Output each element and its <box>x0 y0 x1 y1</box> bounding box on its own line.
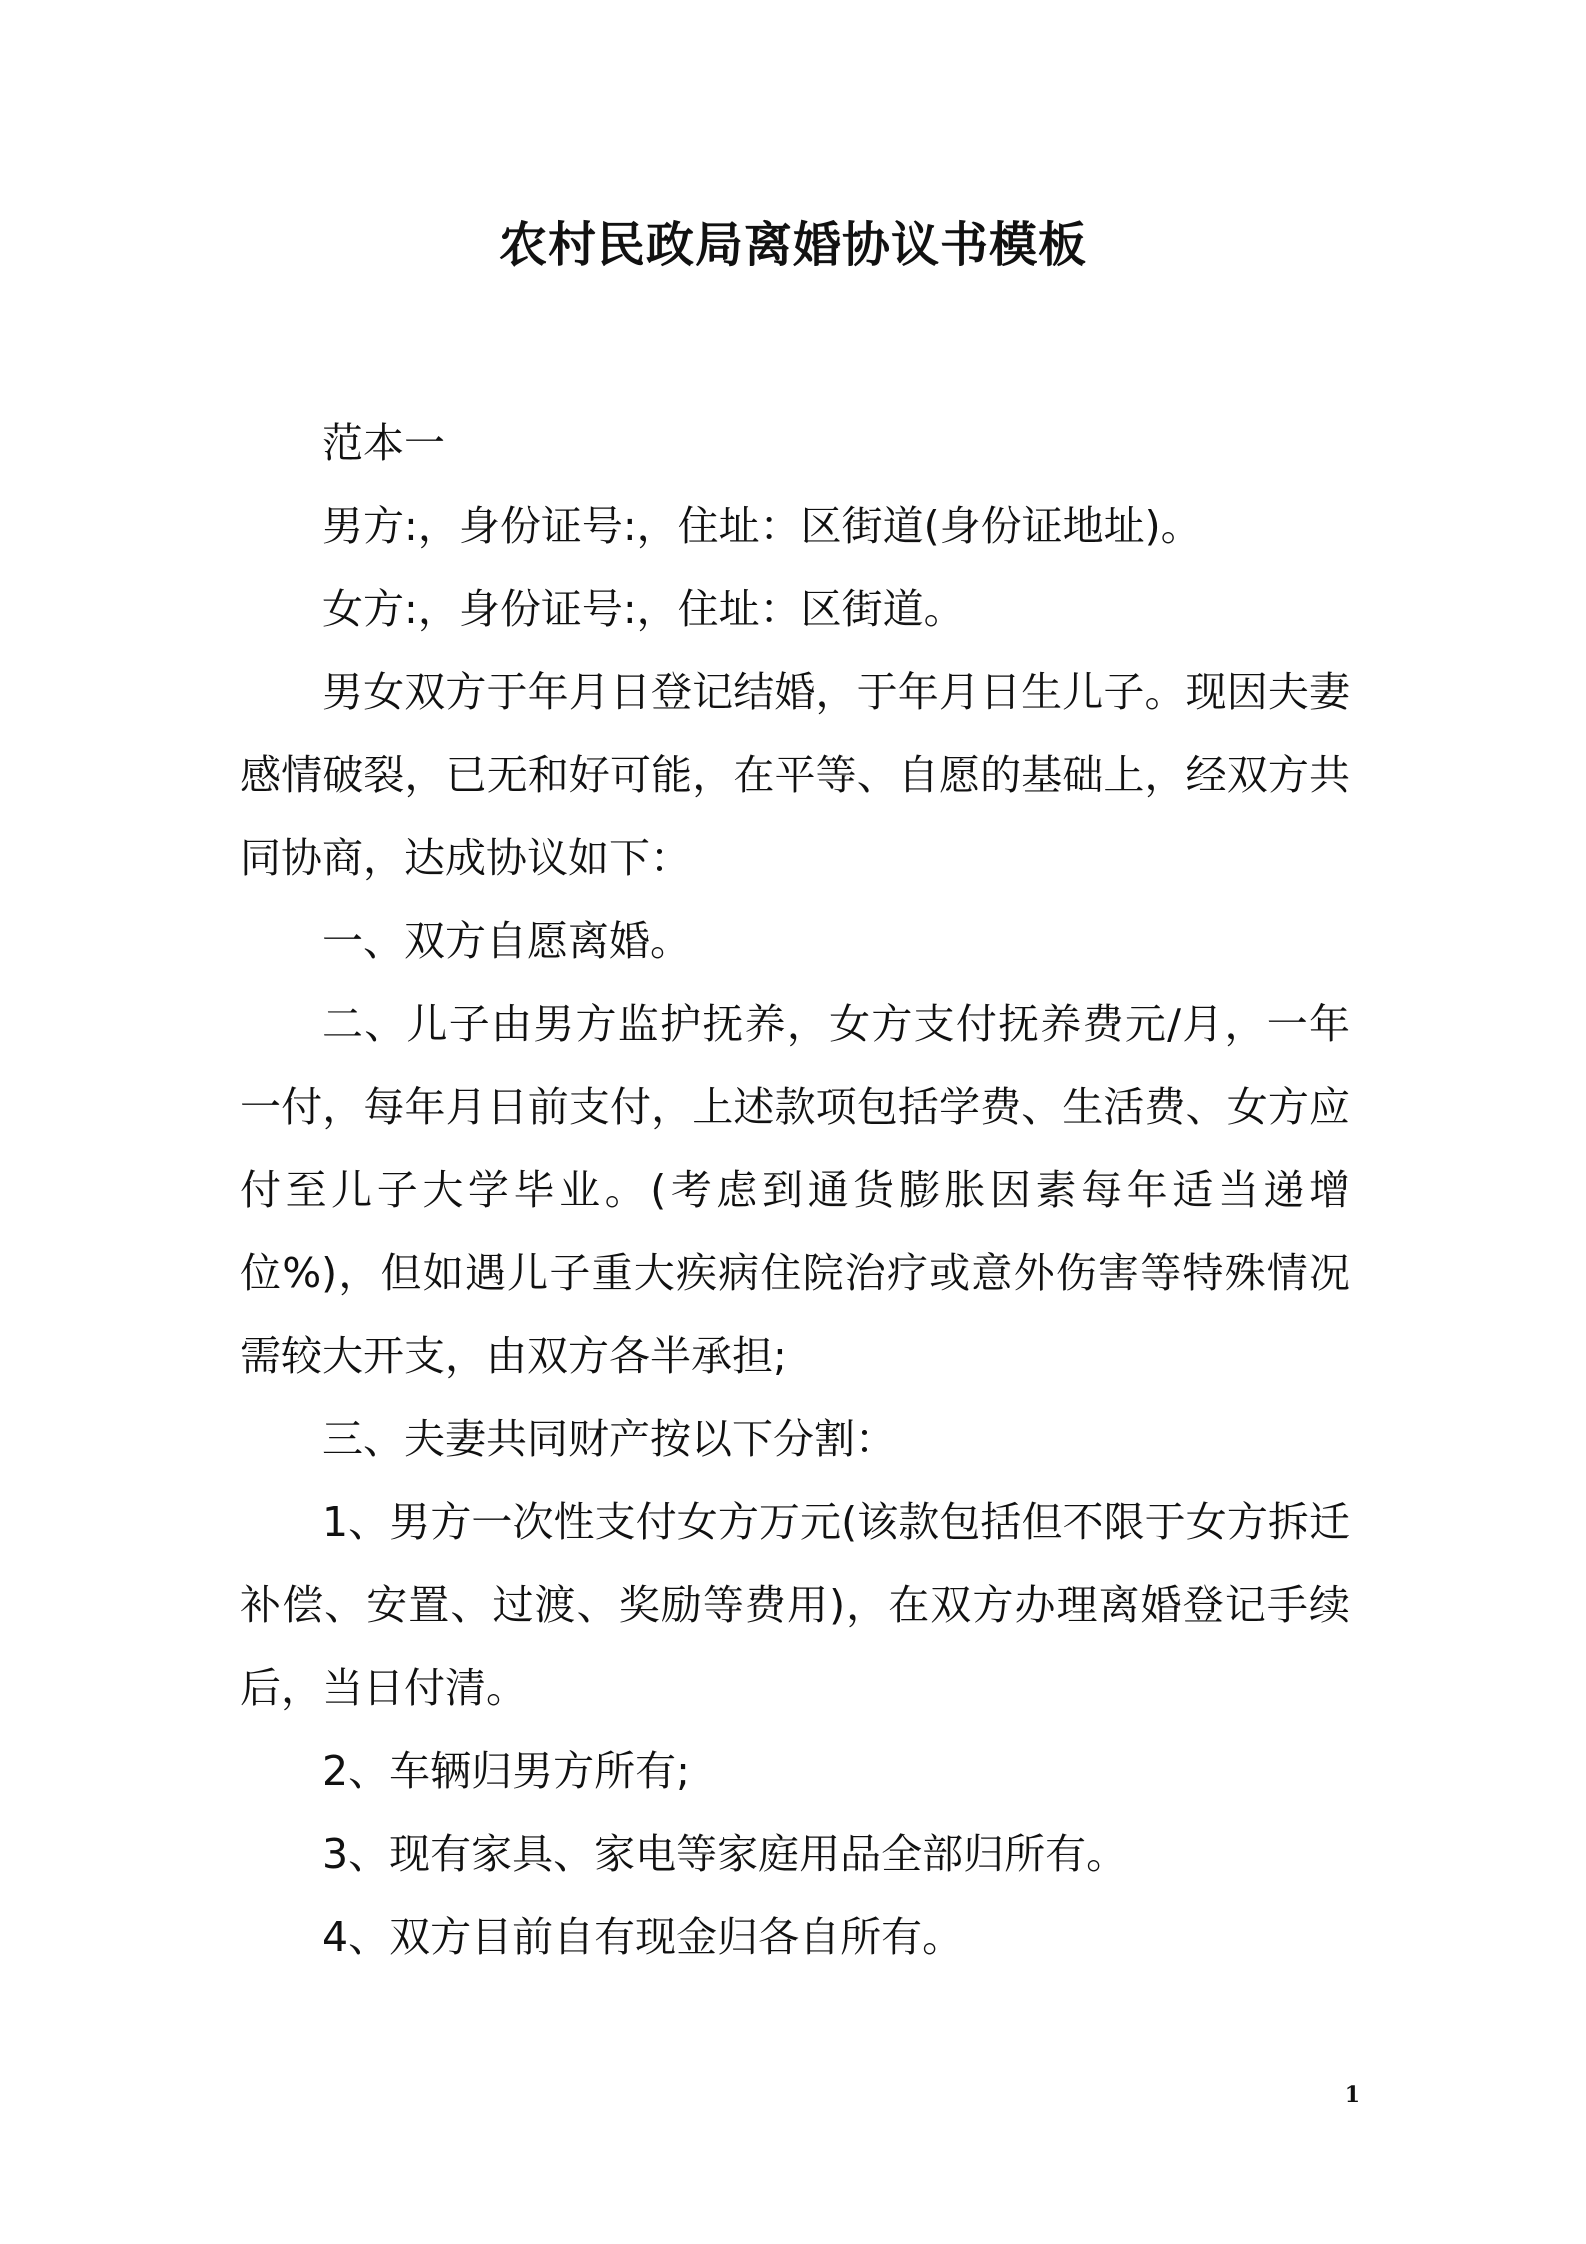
paragraph-clause-3: 三、夫妻共同财产按以下分割： <box>322 1415 896 1463</box>
paragraph-clause-1: 一、双方自愿离婚。 <box>322 917 691 965</box>
document-title: 农村民政局离婚协议书模板 <box>498 217 1087 273</box>
document-body <box>240 402 1350 1979</box>
paragraph-item-4: 4、双方目前自有现金归各自所有。 <box>322 1913 964 1961</box>
paragraph-item-3: 3、现有家具、家电等家庭用品全部归所有。 <box>322 1830 1128 1878</box>
paragraph-template-label: 范本一 <box>322 419 445 467</box>
page-number: 1 <box>1344 2082 1360 2108</box>
paragraph-item-1: 1、男方一次性支付女方万元(该款包括但不限于女方拆迁补偿、安置、过渡、奖励等费用)，在双方办理离婚登记手续后，当日付清。 <box>240 1498 1350 1712</box>
paragraph-item-2: 2、车辆归男方所有; <box>322 1747 690 1795</box>
paragraph-female-party: 女方:，身份证号:，住址：区街道。 <box>322 585 965 633</box>
paragraph-preamble: 男女双方于年月日登记结婚，于年月日生儿子。现因夫妻感情破裂，已无和好可能，在平等、自愿的基础上，经双方共同协商，达成协议如下： <box>240 668 1350 882</box>
paragraph-clause-2: 二、儿子由男方监护抚养，女方支付抚养费元/月，一年一付，每年月日前支付，上述款项包括学费、生活费、女方应付至儿子大学毕业。(考虑到通货膨胀因素每年适当递增位%)，但如遇儿子重大疾病住院治疗或意外伤害等特殊情况需较大开支，由双方各半承担; <box>240 1000 1350 1380</box>
paragraph-male-party: 男方:，身份证号:，住址：区街道(身份证地址)。 <box>322 502 1202 550</box>
